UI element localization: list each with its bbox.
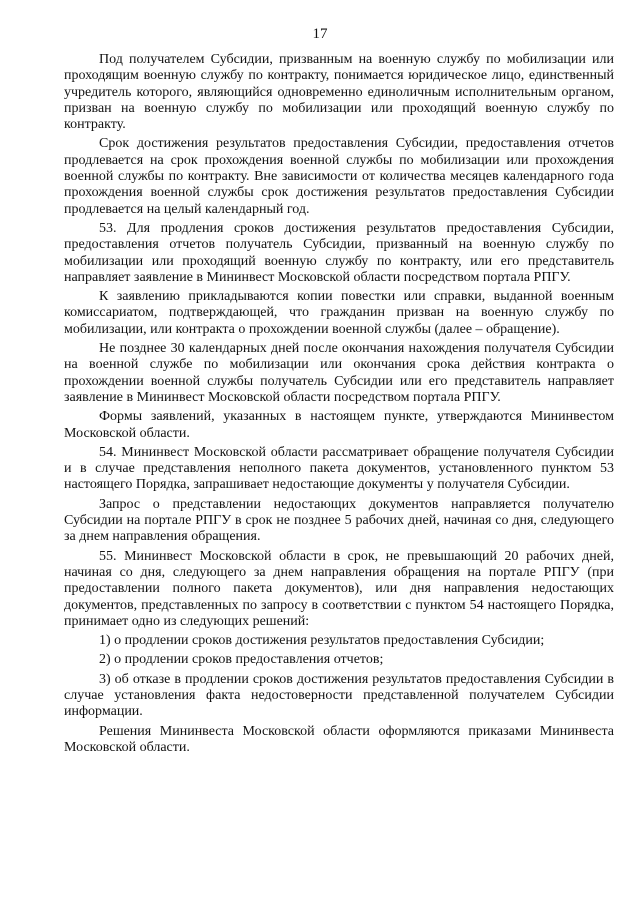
paragraph-item-53: 53. Для продления сроков достижения результатов предоставления Субсидии, предоставления отчетов получатель Субсидии, призванный на военную службу по мобилизации или проходящий военную службу по контракту, или его представитель направляет заявление в Мининвест Московской области посредством портала РПГУ. — [64, 220, 614, 285]
page-number: 17 — [312, 26, 328, 42]
paragraph-30-days: Не позднее 30 календарных дней после окончания нахождения получателя Субсидии на военной службе по мобилизации или окончания срока действия контракта о прохождении военной службы получатель Субсидии или его представитель направляет заявление в Мининвест Московской области посредством портала РПГУ. — [64, 341, 614, 405]
paragraph-recipient-definition: Под получателем Субсидии, призванным на военную службу по мобилизации или проходящим военную службу по контракту, понимается юридическое лицо, единственный учредитель которого, являющийся одновременно единоличным исполнительным органом, призван на военную службу по мобилизации или проходящий военную службу по контракту. — [64, 52, 614, 133]
list-item-decision-3: 3) об отказе в продлении сроков достижения результатов предоставления Субсидии в случае установления факта недостоверности представленной получателем Субсидии информации. — [64, 671, 614, 720]
paragraph-application-forms: Формы заявлений, указанных в настоящем пункте, утверждаются Мининвестом Московской области. — [64, 409, 614, 441]
paragraph-attachments: К заявлению прикладываются копии повестки или справки, выданной военным комиссариатом, подтверждающей, что гражданин призван на военную службу по мобилизации, или контракта о прохождении военной службы (далее – обращение). — [64, 289, 614, 337]
paragraph-deadline-extension: Срок достижения результатов предоставления Субсидии, предоставления отчетов продлевается на срок прохождения военной службы по мобилизации или прохождения военной службы по контракту. Вне зависимости от количества месяцев календарного года прохождения военной службы срок достижения результатов предоставления Субсидии продлевается на целый календарный год. — [64, 136, 614, 217]
paragraph-item-54: 54. Мининвест Московской области рассматривает обращение получателя Субсидии и в случае представления неполного пакета документов, установленного пунктом 53 настоящего Порядка, запрашивает недостающие документы у получателя Субсидии. — [64, 444, 614, 493]
list-item-decision-1: 1) о продлении сроков достижения результатов предоставления Субсидии; — [99, 633, 545, 649]
paragraph-missing-documents: Запрос о представлении недостающих документов направляется получателю Субсидии на портале РПГУ в срок не позднее 5 рабочих дней, начиная со дня, следующего за днем направления обращения. — [64, 496, 614, 545]
paragraph-decisions-formalized: Решения Мининвеста Московской области оформляются приказами Мининвеста Московской области. — [64, 723, 614, 755]
list-item-decision-2: 2) о продлении сроков предоставления отчетов; — [99, 652, 384, 668]
paragraph-item-55: 55. Мининвест Московской области в срок, не превышающий 20 рабочих дней, начиная со дня, следующего за днем направления обращения на портале РПГУ (при предоставлении полного пакета документов), или дня направления недостающих документов, представленных по запросу в соответствии с пунктом 54 настоящего Порядка, принимает одно из следующих решений: — [64, 548, 614, 629]
document-body — [64, 52, 614, 756]
